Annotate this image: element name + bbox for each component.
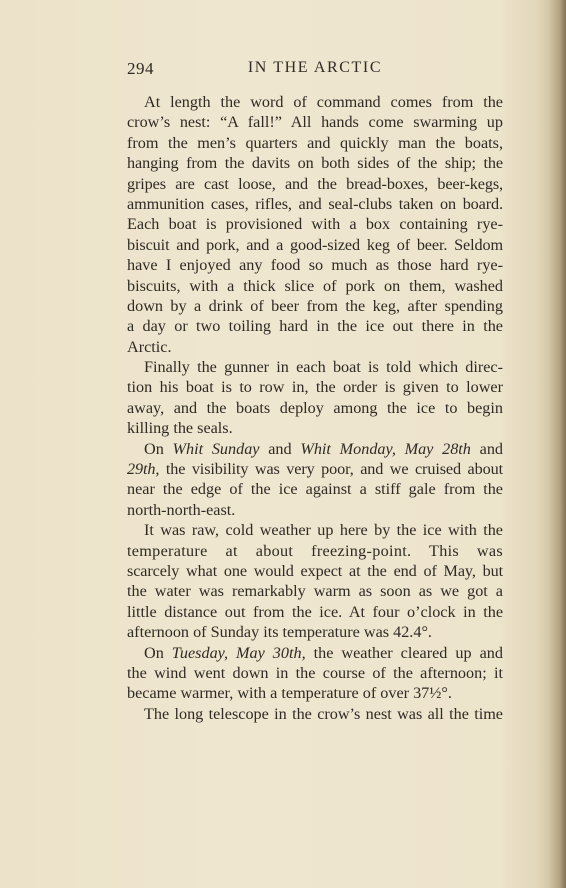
spine-shadow: [548, 0, 566, 888]
body-text: [127, 92, 503, 724]
text-line: biscuit and pork, and a good-sized keg of beer. Seldom: [127, 235, 503, 254]
text-line: ammunition cases, rifles, and seal-clubs taken on board.: [127, 194, 503, 213]
text-line: the water was remarkably warm as soon as we got a: [127, 582, 503, 601]
text-line: tion his boat is to row in, the order is given to lower: [127, 378, 503, 397]
running-title: IN THE ARCTIC: [247, 59, 383, 76]
text-line: killing the seals.: [127, 419, 233, 438]
text-line: hanging from the davits on both sides of the ship; the: [127, 154, 503, 173]
text-line: became warmer, with a temperature of over 37½°.: [127, 684, 452, 703]
page-number: 294: [127, 59, 154, 78]
running-head: [127, 59, 503, 83]
text-line: scarcely what one would expect at the end of May, but: [127, 561, 503, 580]
text-line: little distance out from the ice. At four o’clock in the: [127, 602, 503, 621]
text-line: temperature at about freezing-point. This was: [127, 541, 503, 560]
text-line: near the edge of the ice against a stiff gale from the: [127, 480, 503, 499]
text-line: [127, 643, 503, 663]
italic-text-run: Tuesday, May 30th,: [171, 643, 306, 662]
text-line: [127, 439, 503, 459]
text-line: a day or two toiling hard in the ice out there in the: [127, 317, 503, 336]
text-run: the weather cleared up and: [305, 643, 503, 662]
text-line: Each boat is provisioned with a box containing rye-: [127, 215, 503, 234]
text-run: the visibility was very poor, and we cruised about: [159, 460, 503, 479]
italic-text-run: Whit Monday, May 28th: [300, 439, 471, 458]
text-line: The long telescope in the crow’s nest was all the time: [144, 704, 503, 723]
text-line: have I enjoyed any food so much as those hard rye-: [127, 256, 503, 275]
text-line: crow’s nest: “A fall!” All hands come swarming up: [127, 113, 503, 132]
text-line: afternoon of Sunday its temperature was 42.4°.: [127, 623, 432, 642]
italic-text-run: 29th,: [127, 460, 160, 479]
text-line: [127, 459, 503, 479]
text-run: and: [259, 439, 301, 458]
text-line: the wind went down in the course of the afternoon; it: [127, 663, 503, 682]
text-run: On: [144, 439, 173, 458]
text-line: away, and the boats deploy among the ice to begin: [127, 398, 503, 417]
text-line: north-north-east.: [127, 500, 236, 519]
text-line: At length the word of command comes from the: [144, 93, 503, 111]
italic-text-run: Whit Sunday: [172, 439, 260, 458]
text-line: gripes are cast loose, and the bread-boxes, beer-kegs,: [127, 174, 503, 193]
text-line: from the men’s quarters and quickly man the boats,: [127, 133, 503, 152]
text-run: and: [470, 439, 504, 458]
text-line: Finally the gunner in each boat is told which direc-: [144, 358, 503, 377]
text-line: Arctic.: [127, 337, 172, 356]
text-run: On: [144, 643, 172, 662]
text-line: biscuits, with a thick slice of pork on them, washed: [127, 276, 503, 295]
text-line: It was raw, cold weather up here by the ice with the: [144, 521, 503, 540]
text-line: down by a drink of beer from the keg, after spending: [127, 296, 503, 315]
